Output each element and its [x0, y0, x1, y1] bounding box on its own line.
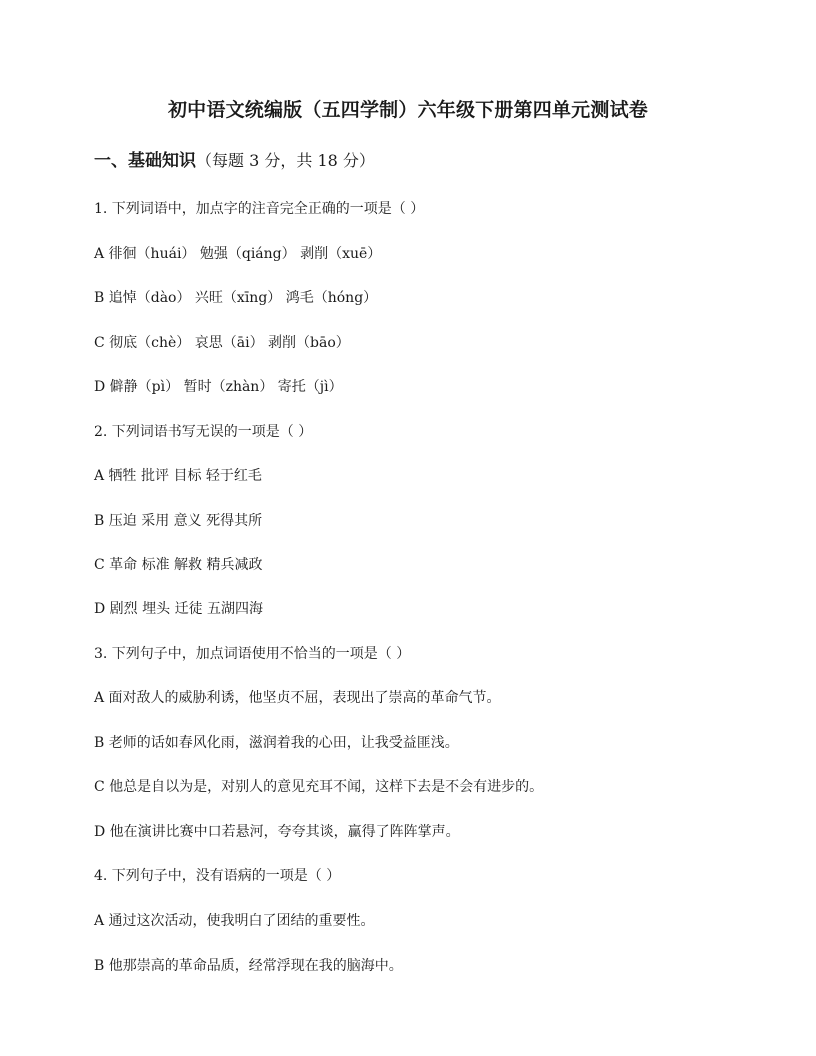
question-1-option-b: B 追悼（dào） 兴旺（xīng） 鸿毛（hóng）	[94, 290, 378, 306]
page-title: 初中语文统编版（五四学制）六年级下册第四单元测试卷	[167, 99, 648, 121]
question-2-option-d: D 剧烈 埋头 迁徒 五湖四海	[94, 601, 264, 617]
question-3: 3. 下列句子中，加点词语使用不恰当的一项是（ ）	[94, 646, 411, 662]
question-1-option-c: C 彻底（chè） 哀思（āi） 剥削（bāo）	[94, 335, 350, 351]
question-2: 2. 下列词语书写无误的一项是（ ）	[94, 424, 313, 440]
question-3-option-a: A 面对敌人的威胁利诱，他坚贞不屈，表现出了崇高的革命气节。	[94, 690, 501, 706]
question-2-option-b: B 压迫 采用 意义 死得其所	[94, 513, 263, 529]
question-2-option-c: C 革命 标准 解救 精兵减政	[94, 557, 263, 573]
question-4-option-b: B 他那崇高的革命品质，经常浮现在我的脑海中。	[94, 958, 403, 974]
question-1-option-a: A 徘徊（huái） 勉强（qiáng） 剥削（xuē）	[94, 246, 382, 262]
question-1-option-d: D 僻静（pì） 暂时（zhàn） 寄托（jì）	[94, 379, 343, 395]
section-heading	[94, 148, 375, 174]
question-3-option-d: D 他在演讲比赛中口若悬河，夸夸其谈，赢得了阵阵掌声。	[94, 824, 460, 840]
section-score-note: （每题 3 分，共 18 分）	[196, 151, 375, 170]
section-title: 一、基础知识	[94, 151, 196, 171]
question-4-option-a: A 通过这次活动，使我明白了团结的重要性。	[94, 913, 375, 929]
question-3-option-c: C 他总是自以为是，对别人的意见充耳不闻，这样下去是不会有进步的。	[94, 779, 544, 795]
question-2-option-a: A 牺牲 批评 目标 轻于红毛	[94, 468, 262, 484]
question-1: 1. 下列词语中，加点字的注音完全正确的一项是（ ）	[94, 201, 425, 217]
question-4: 4. 下列句子中，没有语病的一项是（ ）	[94, 868, 341, 884]
question-3-option-b: B 老师的话如春风化雨，滋润着我的心田，让我受益匪浅。	[94, 735, 459, 751]
